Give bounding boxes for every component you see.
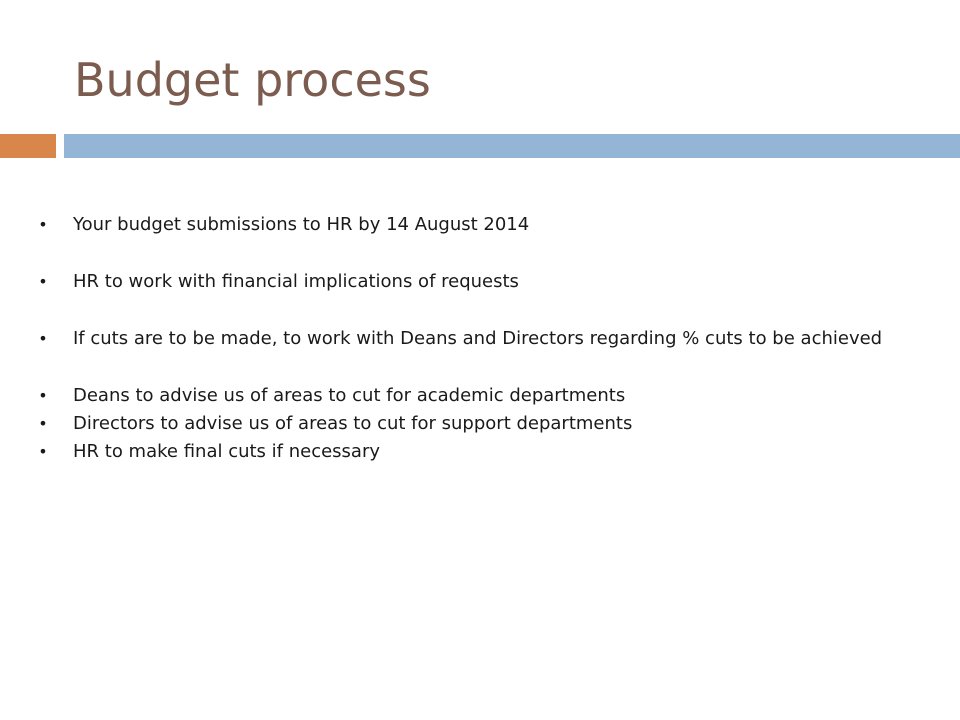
bullet-icon: • [38, 442, 48, 461]
bullet-item [36, 438, 916, 466]
bullet-icon: • [38, 215, 48, 234]
bullet-list [36, 211, 916, 466]
bullet-text: Directors to advise us of areas to cut for support departments [73, 413, 633, 434]
bullet-item [36, 268, 916, 296]
bullet-text: HR to work with financial implications of requests [73, 271, 519, 292]
bullet-icon: • [38, 272, 48, 291]
bullet-item [36, 382, 916, 410]
bullet-text: Deans to advise us of areas to cut for academic departments [73, 385, 626, 406]
bullet-text: If cuts are to be made, to work with Deans and Directors regarding % cuts to be achieved [73, 328, 883, 349]
slide-title: Budget process [74, 53, 431, 107]
bullet-icon: • [38, 329, 48, 348]
title-accent-bar-blue [64, 134, 960, 158]
bullet-item [36, 325, 916, 353]
title-accent-bar-orange [0, 134, 56, 158]
bullet-item [36, 211, 916, 239]
bullet-icon: • [38, 386, 48, 405]
bullet-icon: • [38, 414, 48, 433]
bullet-text: Your budget submissions to HR by 14 August 2014 [73, 214, 530, 235]
bullet-text: HR to make final cuts if necessary [73, 441, 381, 462]
bullet-item [36, 410, 916, 438]
